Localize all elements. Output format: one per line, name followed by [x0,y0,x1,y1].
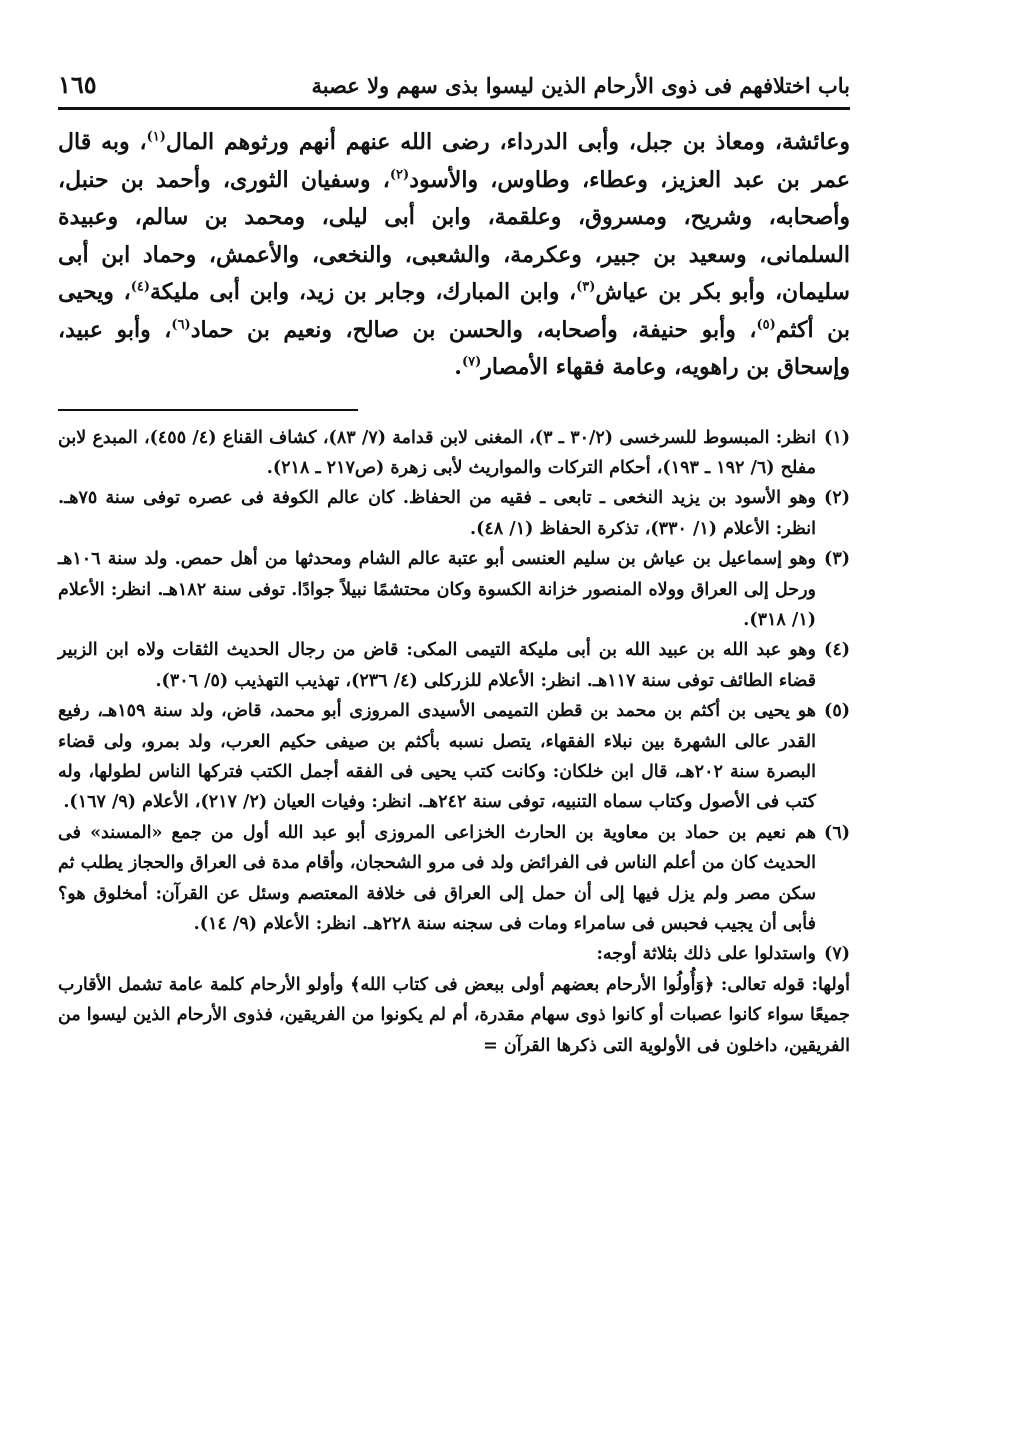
footnote-divider [58,409,358,411]
footnote-text: انظر: المبسوط للسرخسى (٣٠/٢ ـ ٣)، المغنى لابن قدامة (٧/ ٨٣)، كشاف القناع (٤/ ٤٥٥)، المبدع لابن مفلح (٦/ ١٩٢ ـ ١٩٣)، أحكام التركات والمواريث لأبى زهرة (ص٢١٧ ـ ٢١٨). [58,427,816,478]
page-number: ١٦٥ [58,70,97,99]
footnote-text: وهو عبد الله بن عبيد الله بن أبى مليكة التيمى المكى: قاض من رجال الحديث الثقات ولاه ابن الزبير قضاء الطائف توفى سنة ١١٧هـ. انظر: الأعلام للزركلى (٤/ ٢٣٦)، تهذيب التهذيب (٥/ ٣٠٦). [58,640,816,691]
footnote-text: واستدلوا على ذلك بثلاثة أوجه: [596,944,816,965]
footnote [58,544,850,635]
book-page [58,70,850,1061]
footnote [58,818,850,940]
footnote [58,483,850,544]
footnote [58,635,850,696]
main-text [58,124,850,387]
body-paragraph: وعائشة، ومعاذ بن جبل، وأبى الدرداء، رضى الله عنهم أنهم ورثوهم المال$^{(١)}$، وبه قال عمر بن عبد العزيز، وعطاء، وطاوس، والأسود$^{(٢)}$، وسفيان الثورى، وأحمد بن حنبل، وأصحابه، وشريح، ومسروق، وعلقمة، وابن أبى ليلى، ومحمد بن سالم، وعبيدة السلمانى، وسعيد بن جبير، وعكرمة، والشعبى، والنخعى، والأعمش، وحماد ابن أبى سليمان، وأبو بكر بن عياش$^{(٣)}$، وابن المبارك، وجابر بن زيد، وابن أبى مليكة$^{(٤)}$، ويحيى بن أكثم$^{(٥)}$، وأبو حنيفة، وأصحابه، والحسن بن صالح، ونعيم بن حماد$^{(٦)}$، وأبو عبيد، وإسحاق بن راهويه، وعامة فقهاء الأمصار$^{(٧)}$. [58,129,851,380]
footnote [58,423,850,484]
footnote [58,939,850,1061]
footnotes-section [58,423,850,1062]
footnote-text: هو يحيى بن أكثم بن محمد بن قطن التميمى الأسيدى المروزى أبو محمد، قاض، ولد سنة ١٥٩هـ، رفيع القدر عالى الشهرة بين نبلاء الفقهاء، يتصل نسبه بأكثم بن صيفى حكيم العرب، ولد بمرو، ولى قضاء البصرة سنة ٢٠٢هـ، قال ابن خلكان: وكانت كتب يحيى فى الفقه أجمل الكتب فتركها الناس لطولها، وله كتب فى الأصول وكتاب سماه التنبيه، توفى سنة ٢٤٢هـ. انظر: وفيات العيان (٢/ ٢١٧)، الأعلام (٩/ ١٦٧). [58,701,816,813]
footnote-text: هم نعيم بن حماد بن معاوية بن الحارث الخزاعى المروزى أبو عبد الله أول من جمع «المسند» فى الحديث كان من أعلم الناس فى الفرائض ولد فى مرو الشحجان، وأقام مدة فى العراق والحجاز يطلب ثم سكن مصر ولم يزل فيها إلى أن حمل إلى العراق فى خلافة المعتصم وسئل عن القرآن: أمخلوق هو؟ فأبى أن يجيب فحبس فى سامراء ومات فى سجنه سنة ٢٢٨هـ. انظر: الأعلام (٩/ ١٤). [58,822,816,934]
footnote-number: (١) [824,427,850,448]
footnote [58,696,850,818]
footnote-number: (٣) [824,549,850,570]
footnote-text: وهو الأسود بن يزيد النخعى ـ تابعى ـ فقيه من الحفاظ. كان عالم الكوفة فى عصره توفى سنة ٧٥هـ. انظر: الأعلام (١/ ٣٣٠)، تذكرة الحفاظ (١/ ٤٨). [58,488,816,539]
footnote-number: (٧) [824,944,850,965]
footnote-number: (٥) [824,701,850,722]
running-header [58,70,850,110]
footnote-continuation: أولها: قوله تعالى: ﴿وَأُولُوا الأرحام بعضهم أولى ببعض فى كتاب الله﴾ وأولو الأرحام كلمة عامة تشمل الأقارب جميعًا سواء كانوا عصبات أو كانوا ذوى سهام مقدرة، أم لم يكونوا من الفريقين، فذوى الأرحام الذين ليسوا من الفريقين، داخلون فى الأولوية التى ذكرها القرآن = [58,974,850,1056]
footnote-number: (٦) [824,822,850,843]
footnote-number: (٤) [824,640,850,661]
footnote-number: (٢) [824,488,850,509]
footnote-text: وهو إسماعيل بن عياش بن سليم العنسى أبو عتبة عالم الشام ومحدثها من أهل حمص. ولد سنة ١٠٦هـ ورحل إلى العراق وولاه المنصور خزانة الكسوة وكان محتشمًا نبيلاً جوادًا. توفى سنة ١٨٢هـ. انظر: الأعلام (١/ ٣١٨). [58,549,816,630]
chapter-title: باب اختلافهم فى ذوى الأرحام الذين ليسوا بذى سهم ولا عصبة [311,73,850,98]
